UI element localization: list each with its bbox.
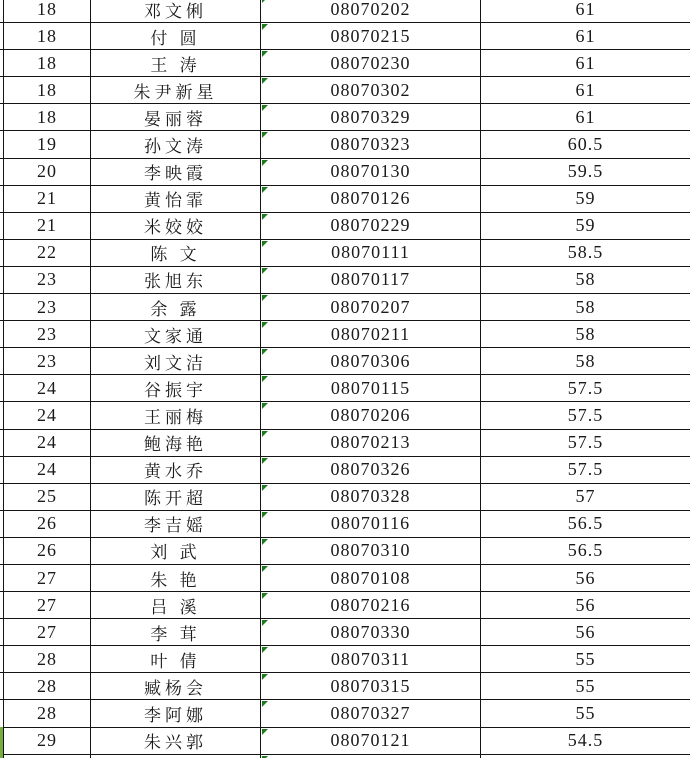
student-id-text: 08070327 bbox=[330, 702, 411, 723]
name-cell[interactable]: 邓文俐 bbox=[90, 0, 260, 22]
score-cell[interactable]: 61 bbox=[480, 0, 690, 22]
number-stored-as-text-indicator-icon bbox=[262, 160, 268, 166]
student-id-cell[interactable] bbox=[260, 50, 480, 76]
table-row bbox=[0, 213, 690, 240]
table-row bbox=[0, 348, 690, 375]
student-id-text: 08070202 bbox=[330, 0, 411, 19]
name-cell[interactable]: 文家通 bbox=[90, 321, 260, 347]
score-cell[interactable]: 58 bbox=[480, 348, 690, 374]
student-id-text: 08070207 bbox=[330, 296, 411, 317]
number-stored-as-text-indicator-icon bbox=[262, 268, 268, 274]
rank-cell[interactable]: 18 bbox=[3, 77, 90, 103]
name-cell[interactable]: 余 露 bbox=[90, 294, 260, 320]
student-id-cell[interactable] bbox=[260, 77, 480, 103]
student-id-text: 08070302 bbox=[330, 79, 411, 100]
student-id-cell[interactable] bbox=[260, 402, 480, 428]
rank-cell[interactable]: 26 bbox=[3, 538, 90, 564]
number-stored-as-text-indicator-icon bbox=[262, 241, 268, 247]
student-id-cell[interactable] bbox=[260, 511, 480, 537]
student-id-text: 08070230 bbox=[330, 52, 411, 73]
name-cell[interactable]: 王丽梅 bbox=[90, 402, 260, 428]
student-id-text: 08070117 bbox=[330, 269, 411, 290]
student-id-text: 08070108 bbox=[330, 567, 411, 588]
table-row bbox=[0, 321, 690, 348]
score-cell[interactable]: 57.5 bbox=[480, 457, 690, 483]
score-cell[interactable]: 58 bbox=[480, 294, 690, 320]
student-id-cell[interactable] bbox=[260, 755, 480, 758]
number-stored-as-text-indicator-icon bbox=[262, 105, 268, 111]
student-id-cell[interactable] bbox=[260, 23, 480, 49]
rank-cell[interactable]: 18 bbox=[3, 104, 90, 130]
rank-cell[interactable]: 18 bbox=[3, 23, 90, 49]
score-cell[interactable] bbox=[480, 755, 690, 758]
score-cell[interactable]: 60.5 bbox=[480, 131, 690, 157]
table-row bbox=[0, 673, 690, 700]
number-stored-as-text-indicator-icon bbox=[262, 593, 268, 599]
student-id-text: 08070115 bbox=[330, 377, 411, 398]
name-cell[interactable]: 陈 文 bbox=[90, 240, 260, 266]
rank-cell[interactable]: 22 bbox=[3, 240, 90, 266]
rank-cell[interactable]: 24 bbox=[3, 375, 90, 401]
student-id-text: 08070130 bbox=[330, 161, 411, 182]
name-cell[interactable]: 朱兴郭 bbox=[90, 728, 260, 754]
student-id-text: 08070306 bbox=[330, 350, 411, 371]
table-row bbox=[0, 457, 690, 484]
rank-cell[interactable]: 23 bbox=[3, 321, 90, 347]
score-cell[interactable]: 56 bbox=[480, 565, 690, 591]
student-id-cell[interactable] bbox=[260, 457, 480, 483]
rank-cell[interactable]: 27 bbox=[3, 565, 90, 591]
student-id-text: 08070211 bbox=[330, 323, 411, 344]
number-stored-as-text-indicator-icon bbox=[262, 349, 268, 355]
name-cell[interactable]: 孙文涛 bbox=[90, 131, 260, 157]
score-cell[interactable]: 61 bbox=[480, 77, 690, 103]
name-cell[interactable]: 李 茸 bbox=[90, 619, 260, 645]
student-id-cell[interactable] bbox=[260, 321, 480, 347]
table-row bbox=[0, 294, 690, 321]
name-cell[interactable]: 鲍海艳 bbox=[90, 430, 260, 456]
student-id-text: 08070329 bbox=[330, 106, 411, 127]
student-id-text: 08070206 bbox=[330, 404, 411, 425]
table-row bbox=[0, 511, 690, 538]
score-cell[interactable]: 59.5 bbox=[480, 159, 690, 185]
score-cell[interactable]: 57.5 bbox=[480, 402, 690, 428]
student-id-text: 08070311 bbox=[330, 648, 411, 669]
rank-cell[interactable]: 20 bbox=[3, 159, 90, 185]
score-cell[interactable]: 61 bbox=[480, 104, 690, 130]
number-stored-as-text-indicator-icon bbox=[262, 187, 268, 193]
student-id-text: 08070310 bbox=[330, 540, 411, 561]
table-row bbox=[0, 0, 690, 23]
name-cell[interactable]: 叶 倩 bbox=[90, 646, 260, 672]
student-id-cell[interactable] bbox=[260, 348, 480, 374]
table-row bbox=[0, 538, 690, 565]
rank-cell[interactable]: 28 bbox=[3, 673, 90, 699]
number-stored-as-text-indicator-icon bbox=[262, 539, 268, 545]
rank-cell[interactable]: 23 bbox=[3, 267, 90, 293]
student-id-cell[interactable] bbox=[260, 267, 480, 293]
number-stored-as-text-indicator-icon bbox=[262, 132, 268, 138]
number-stored-as-text-indicator-icon bbox=[262, 376, 268, 382]
student-id-text: 08070215 bbox=[330, 25, 411, 46]
student-id-text: 08070213 bbox=[330, 432, 411, 453]
table-row bbox=[0, 646, 690, 673]
student-id-cell[interactable] bbox=[260, 619, 480, 645]
student-id-cell[interactable] bbox=[260, 728, 480, 754]
selection-left-edge bbox=[0, 727, 3, 758]
rank-cell[interactable]: 27 bbox=[3, 619, 90, 645]
student-id-cell[interactable] bbox=[260, 700, 480, 726]
score-cell[interactable]: 59 bbox=[480, 186, 690, 212]
name-cell[interactable]: 晏丽蓉 bbox=[90, 104, 260, 130]
score-cell[interactable]: 55 bbox=[480, 646, 690, 672]
score-cell[interactable]: 61 bbox=[480, 23, 690, 49]
score-cell[interactable]: 56.5 bbox=[480, 538, 690, 564]
table-row bbox=[0, 131, 690, 158]
table-row bbox=[0, 565, 690, 592]
name-cell[interactable]: 谷振宇 bbox=[90, 375, 260, 401]
table-row bbox=[0, 240, 690, 267]
student-id-text: 08070126 bbox=[330, 188, 411, 209]
score-cell[interactable]: 58 bbox=[480, 321, 690, 347]
rank-cell[interactable]: 29 bbox=[3, 728, 90, 754]
student-id-text: 08070216 bbox=[330, 594, 411, 615]
score-cell[interactable]: 58 bbox=[480, 267, 690, 293]
student-id-text: 08070315 bbox=[330, 675, 411, 696]
student-id-cell[interactable] bbox=[260, 430, 480, 456]
score-cell[interactable]: 55 bbox=[480, 700, 690, 726]
table-row bbox=[0, 104, 690, 131]
name-cell[interactable]: 吕 溪 bbox=[90, 592, 260, 618]
score-cell[interactable]: 57.5 bbox=[480, 430, 690, 456]
student-id-cell[interactable] bbox=[260, 565, 480, 591]
rank-cell[interactable]: 27 bbox=[3, 592, 90, 618]
score-cell[interactable]: 56.5 bbox=[480, 511, 690, 537]
number-stored-as-text-indicator-icon bbox=[262, 403, 268, 409]
rank-cell[interactable]: 23 bbox=[3, 348, 90, 374]
number-stored-as-text-indicator-icon bbox=[262, 620, 268, 626]
name-cell[interactable]: 刘文洁 bbox=[90, 348, 260, 374]
table-row bbox=[0, 50, 690, 77]
rank-cell[interactable]: 24 bbox=[3, 430, 90, 456]
number-stored-as-text-indicator-icon bbox=[262, 566, 268, 572]
rank-cell[interactable]: 18 bbox=[3, 50, 90, 76]
student-id-cell[interactable] bbox=[260, 213, 480, 239]
number-stored-as-text-indicator-icon bbox=[262, 0, 268, 3]
student-id-text: 08070323 bbox=[330, 134, 411, 155]
name-cell[interactable]: 米姣姣 bbox=[90, 213, 260, 239]
table-row bbox=[0, 402, 690, 429]
table-row bbox=[0, 430, 690, 457]
rank-cell[interactable]: 21 bbox=[3, 213, 90, 239]
number-stored-as-text-indicator-icon bbox=[262, 322, 268, 328]
name-cell[interactable] bbox=[90, 755, 260, 758]
number-stored-as-text-indicator-icon bbox=[262, 674, 268, 680]
name-cell[interactable]: 刘 武 bbox=[90, 538, 260, 564]
table-row bbox=[0, 23, 690, 50]
table-row bbox=[0, 77, 690, 104]
student-id-cell[interactable] bbox=[260, 646, 480, 672]
student-id-cell[interactable] bbox=[260, 375, 480, 401]
table-row bbox=[0, 484, 690, 511]
student-id-cell[interactable] bbox=[260, 592, 480, 618]
name-cell[interactable]: 王 涛 bbox=[90, 50, 260, 76]
name-cell[interactable]: 黄水乔 bbox=[90, 457, 260, 483]
number-stored-as-text-indicator-icon bbox=[262, 214, 268, 220]
table-row bbox=[0, 375, 690, 402]
table-row bbox=[0, 619, 690, 646]
rank-cell[interactable]: 24 bbox=[3, 402, 90, 428]
table-row bbox=[0, 186, 690, 213]
rank-cell[interactable]: 28 bbox=[3, 700, 90, 726]
name-cell[interactable]: 李映霞 bbox=[90, 159, 260, 185]
score-cell[interactable]: 58.5 bbox=[480, 240, 690, 266]
student-id-cell[interactable] bbox=[260, 131, 480, 157]
student-id-text: 08070330 bbox=[330, 621, 411, 642]
score-cell[interactable]: 55 bbox=[480, 673, 690, 699]
student-id-cell[interactable] bbox=[260, 0, 480, 22]
number-stored-as-text-indicator-icon bbox=[262, 24, 268, 30]
name-cell[interactable]: 黄怡霏 bbox=[90, 186, 260, 212]
score-cell[interactable]: 59 bbox=[480, 213, 690, 239]
score-cell[interactable]: 56 bbox=[480, 592, 690, 618]
number-stored-as-text-indicator-icon bbox=[262, 295, 268, 301]
name-cell[interactable]: 李吉媱 bbox=[90, 511, 260, 537]
table-row bbox=[0, 700, 690, 727]
rank-cell[interactable]: 26 bbox=[3, 511, 90, 537]
score-cell[interactable]: 57.5 bbox=[480, 375, 690, 401]
name-cell[interactable]: 朱尹新星 bbox=[90, 77, 260, 103]
student-id-text: 08070111 bbox=[331, 242, 410, 263]
score-cell[interactable]: 56 bbox=[480, 619, 690, 645]
rank-cell[interactable]: 18 bbox=[3, 0, 90, 22]
number-stored-as-text-indicator-icon bbox=[262, 78, 268, 84]
name-cell[interactable]: 李阿娜 bbox=[90, 700, 260, 726]
rank-cell[interactable]: 24 bbox=[3, 457, 90, 483]
score-cell[interactable]: 54.5 bbox=[480, 728, 690, 754]
name-cell[interactable]: 臧杨会 bbox=[90, 673, 260, 699]
student-id-cell[interactable] bbox=[260, 294, 480, 320]
name-cell[interactable]: 朱 艳 bbox=[90, 565, 260, 591]
student-id-cell[interactable] bbox=[260, 159, 480, 185]
name-cell[interactable]: 陈开超 bbox=[90, 484, 260, 510]
rank-cell[interactable]: 21 bbox=[3, 186, 90, 212]
student-id-text: 08070326 bbox=[330, 459, 411, 480]
student-id-text: 08070116 bbox=[330, 513, 411, 534]
rank-cell[interactable]: 19 bbox=[3, 131, 90, 157]
score-cell[interactable]: 57 bbox=[480, 484, 690, 510]
name-cell[interactable]: 张旭东 bbox=[90, 267, 260, 293]
number-stored-as-text-indicator-icon bbox=[262, 512, 268, 518]
number-stored-as-text-indicator-icon bbox=[262, 701, 268, 707]
table-row bbox=[0, 159, 690, 186]
table-row bbox=[0, 592, 690, 619]
number-stored-as-text-indicator-icon bbox=[262, 51, 268, 57]
student-id-text: 08070121 bbox=[330, 730, 411, 751]
student-id-cell[interactable] bbox=[260, 186, 480, 212]
number-stored-as-text-indicator-icon bbox=[262, 431, 268, 437]
table-row bbox=[0, 755, 690, 758]
rank-cell[interactable]: 23 bbox=[3, 294, 90, 320]
number-stored-as-text-indicator-icon bbox=[262, 729, 268, 735]
student-id-cell[interactable] bbox=[260, 538, 480, 564]
student-id-cell[interactable] bbox=[260, 240, 480, 266]
number-stored-as-text-indicator-icon bbox=[262, 458, 268, 464]
table-row bbox=[0, 267, 690, 294]
score-cell[interactable]: 61 bbox=[480, 50, 690, 76]
student-id-text: 08070229 bbox=[330, 215, 411, 236]
student-id-text: 08070328 bbox=[330, 486, 411, 507]
number-stored-as-text-indicator-icon bbox=[262, 647, 268, 653]
rank-cell[interactable] bbox=[3, 755, 90, 758]
student-id-cell[interactable] bbox=[260, 673, 480, 699]
table-row bbox=[0, 728, 690, 755]
rank-cell[interactable]: 28 bbox=[3, 646, 90, 672]
name-cell[interactable]: 付 圆 bbox=[90, 23, 260, 49]
student-id-cell[interactable] bbox=[260, 484, 480, 510]
rank-cell[interactable]: 25 bbox=[3, 484, 90, 510]
number-stored-as-text-indicator-icon bbox=[262, 485, 268, 491]
student-id-cell[interactable] bbox=[260, 104, 480, 130]
